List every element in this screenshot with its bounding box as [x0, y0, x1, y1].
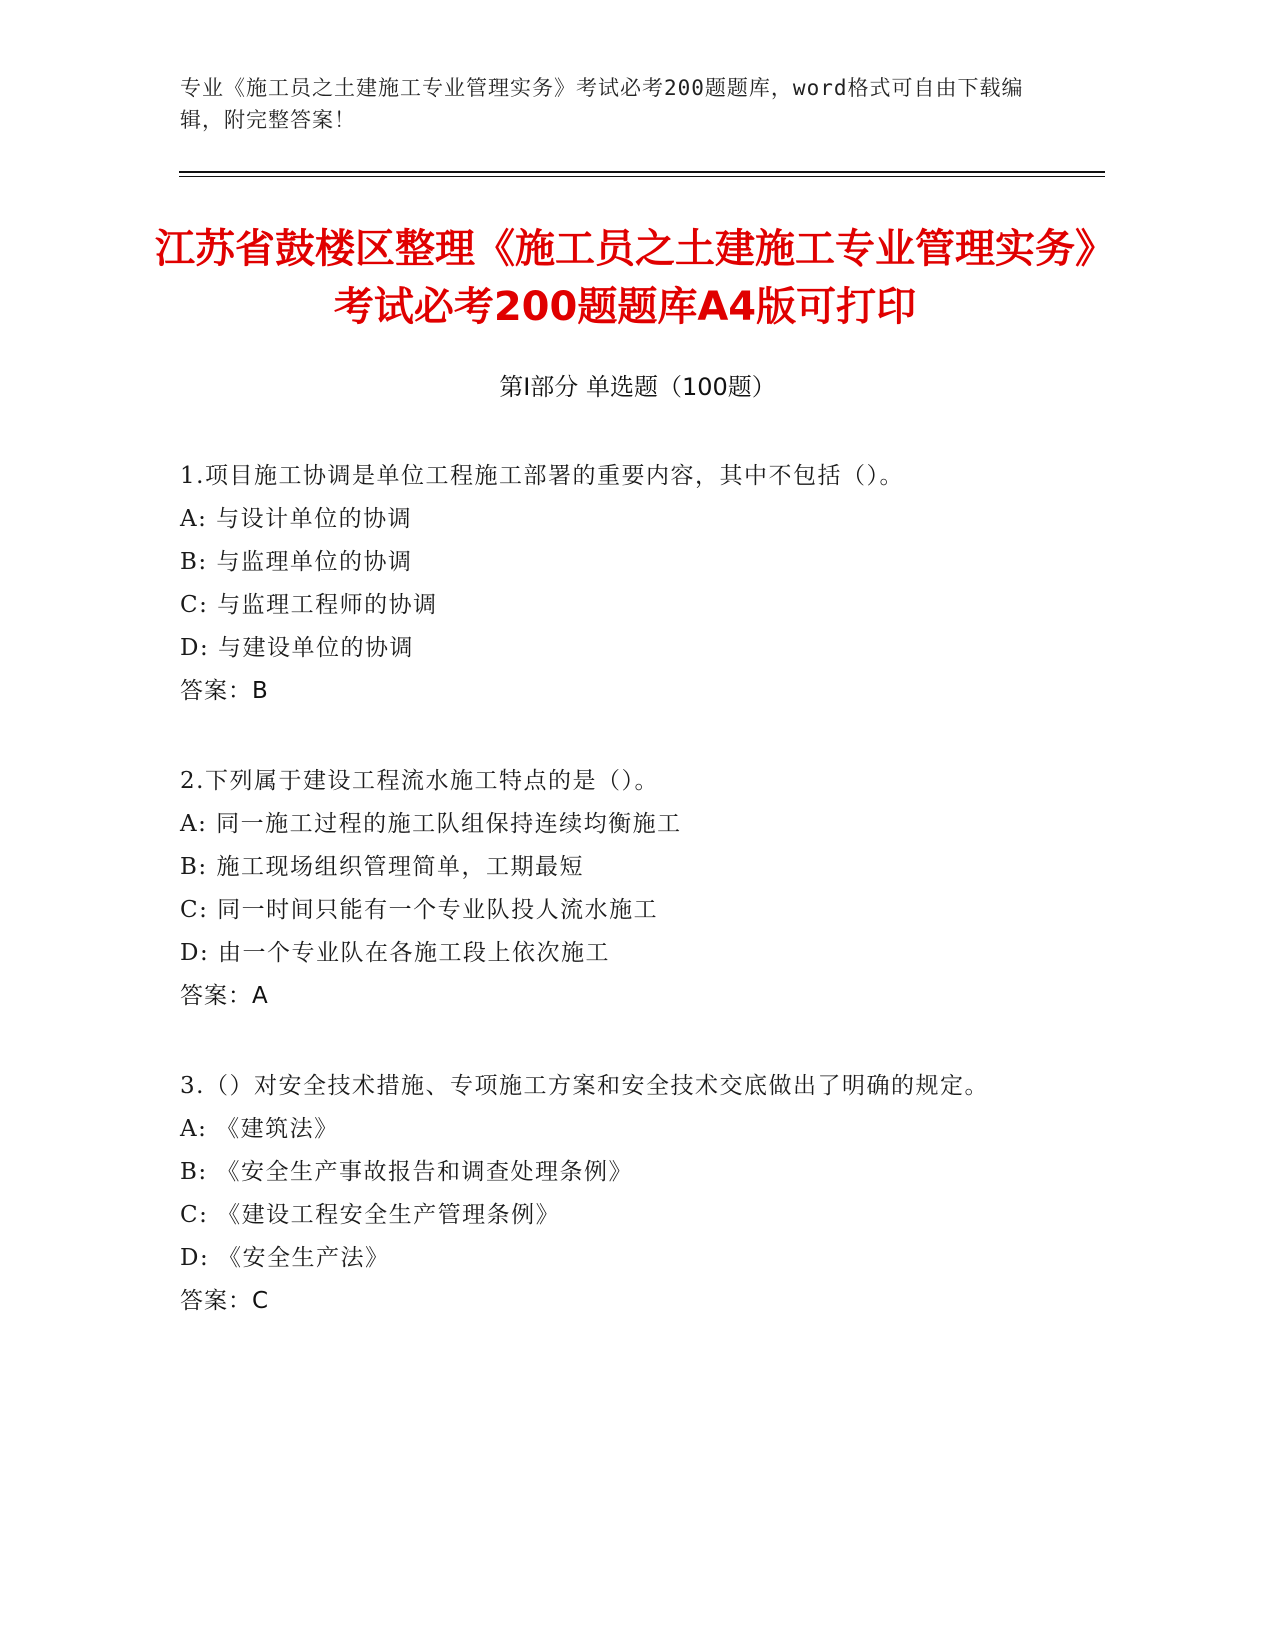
question-3 — [180, 1065, 1040, 1323]
option-d: D: 由一个专业队在各施工段上依次施工 — [180, 940, 611, 966]
option-b: B: 施工现场组织管理简单，工期最短 — [180, 854, 584, 880]
question-2 — [180, 760, 1040, 1018]
question-stem: 3.（）对安全技术措施、专项施工方案和安全技术交底做出了明确的规定。 — [180, 1073, 989, 1099]
question-stem: 2.下列属于建设工程流水施工特点的是（）。 — [180, 768, 659, 794]
option-b: B: 与监理单位的协调 — [180, 549, 413, 575]
question-stem: 1.项目施工协调是单位工程施工部署的重要内容，其中不包括（）。 — [180, 463, 904, 489]
document-title: 江苏省鼓楼区整理《施工员之土建施工专业管理实务》考试必考200题题库A4版可打印 — [155, 226, 1095, 330]
option-b: B: 《安全生产事故报告和调查处理条例》 — [180, 1159, 633, 1185]
option-d: D: 《安全生产法》 — [180, 1245, 390, 1271]
question-list — [180, 455, 1040, 1370]
option-a: A: 与设计单位的协调 — [180, 506, 413, 532]
option-c: C: 与监理工程师的协调 — [180, 592, 438, 618]
option-c: C: 《建设工程安全生产管理条例》 — [180, 1202, 561, 1228]
header-rule-thin — [179, 176, 1105, 177]
option-d: D: 与建设单位的协调 — [180, 635, 415, 661]
option-c: C: 同一时间只能有一个专业队投人流水施工 — [180, 897, 659, 923]
section-heading: 第Ⅰ部分 单选题（100题） — [499, 373, 776, 401]
intro-text: 专业《施工员之土建施工专业管理实务》考试必考200题题库，word格式可自由下载编辑，附完整答案！ — [180, 76, 1024, 132]
question-1 — [180, 455, 1040, 713]
option-a: A: 《建筑法》 — [180, 1116, 339, 1142]
header-rule-thick — [179, 171, 1105, 173]
answer-label: 答案：C — [180, 1288, 270, 1314]
answer-label: 答案：A — [180, 983, 269, 1009]
answer-label: 答案：B — [180, 678, 269, 704]
option-a: A: 同一施工过程的施工队组保持连续均衡施工 — [180, 811, 682, 837]
